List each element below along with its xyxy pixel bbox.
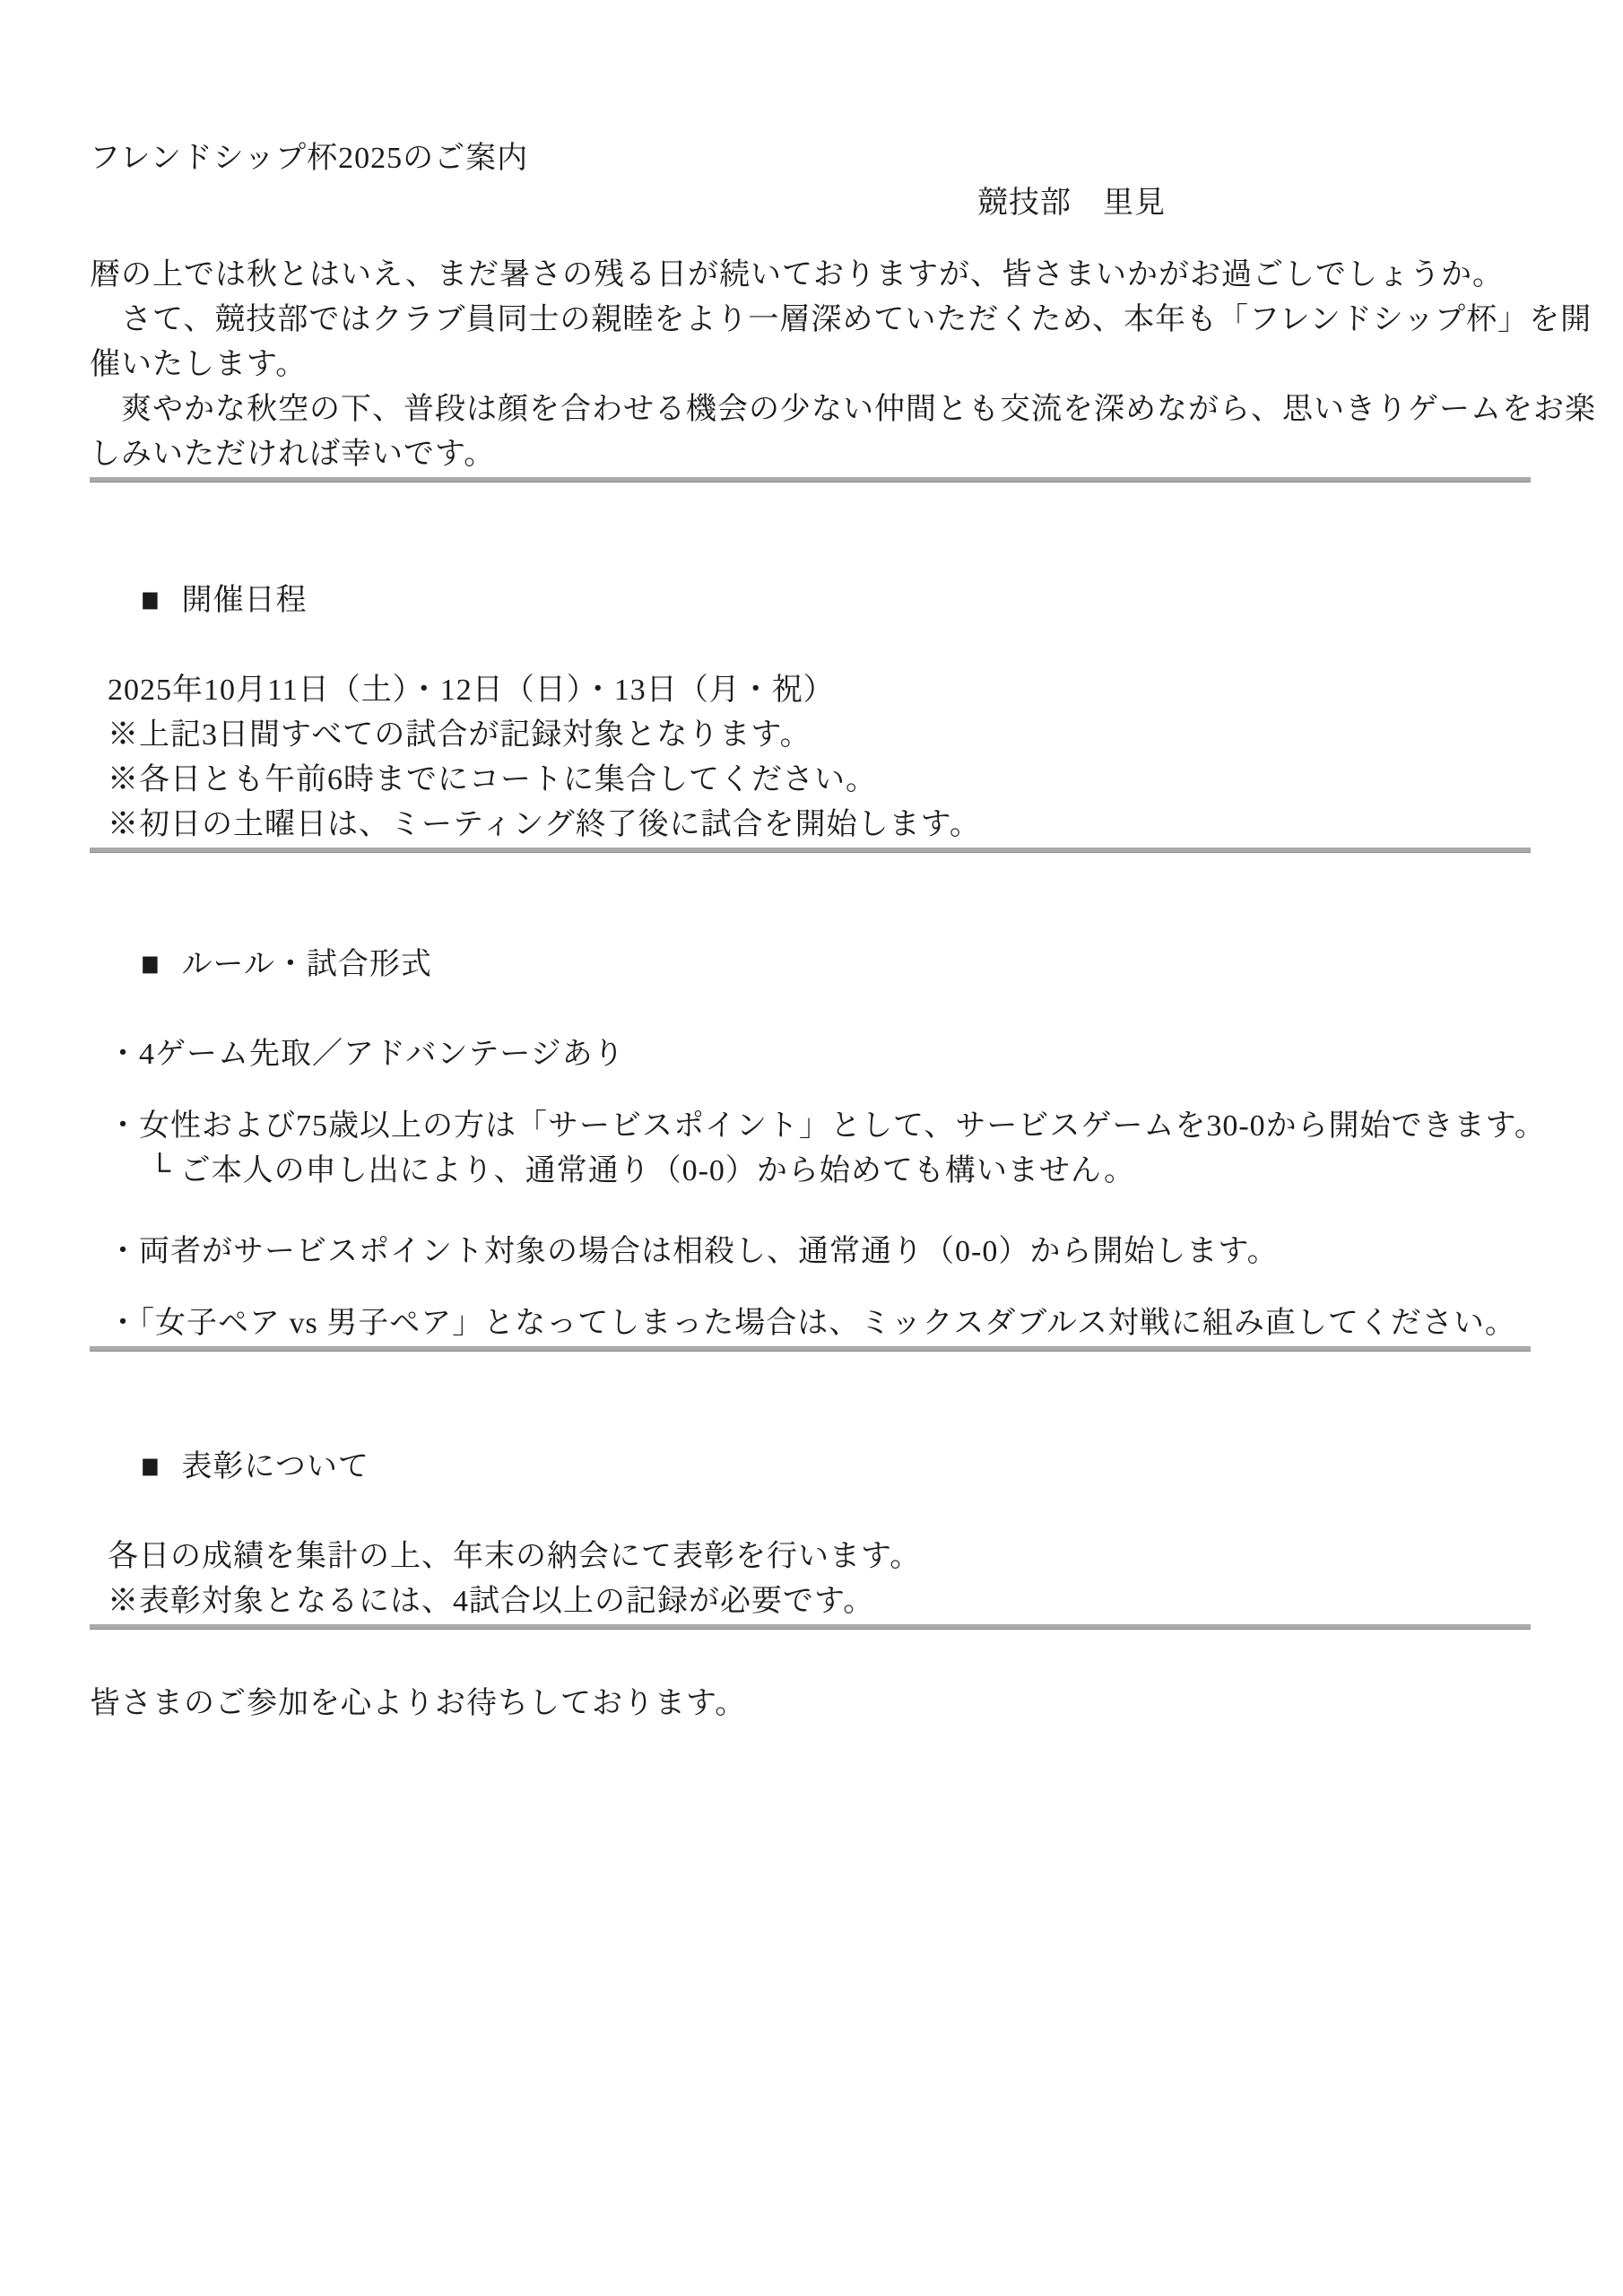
rule-bullet: ・女性および75歳以上の方は「サービスポイント」として、サービスゲームを30-0から開始できます。 <box>108 1109 1546 1143</box>
section-divider <box>90 1624 1531 1630</box>
rule-bullet: ・「女子ペア vs 男子ペア」となってしまった場合は、ミックスダブルス対戦に組み直してください。 <box>108 1307 1516 1340</box>
square-bullet-marker-icon: ■ <box>141 1448 161 1486</box>
byline-author: 競技部 里見 <box>977 187 1166 220</box>
schedule-heading-label: 開催日程 <box>181 584 308 617</box>
schedule-note: ※上記3日間すべての試合が記録対象となります。 <box>108 718 812 752</box>
schedule-note: ※初日の土曜日は、ミーティング終了後に試合を開始します。 <box>108 808 981 841</box>
intro-line: 催いたします。 <box>90 348 308 381</box>
intro-line: しみいただければ幸いです。 <box>90 438 496 471</box>
section-schedule <box>90 534 1565 848</box>
awards-heading <box>90 1400 1565 1535</box>
awards-line: 各日の成績を集計の上、年末の納会にて表彰を行います。 <box>108 1540 922 1573</box>
rule-bullet: ・両者がサービスポイント対象の場合は相殺し、通常通り（0-0）から開始します。 <box>108 1235 1279 1268</box>
rules-heading-label: ルール・試合形式 <box>181 948 432 981</box>
intro-paragraphs <box>90 253 1596 477</box>
intro-line: さて、競技部ではクラブ員同士の親睦をより一層深めていただくため、本年も「フレンドシップ杯」を開 <box>90 303 1593 336</box>
intro-line: 暦の上では秋とはいえ、まだ暑さの残る日が続いておりますが、皆さまいかがお過ごしでしょうか。 <box>90 258 1505 291</box>
square-bullet-marker-icon: ■ <box>141 581 161 620</box>
page-title: フレンドシップ杯2025のご案内 <box>90 142 529 175</box>
rule-sub-note: └ ご本人の申し出により、通常通り（0-0）から始めても構いません。 <box>149 1154 1135 1187</box>
section-divider <box>90 848 1531 853</box>
closing-line: 皆さまのご参加を心よりお待ちしております。 <box>90 1687 747 1720</box>
square-bullet-marker-icon: ■ <box>141 945 161 984</box>
schedule-note: ※各日とも午前6時までにコートに集合してください。 <box>108 763 877 796</box>
section-divider <box>90 1346 1531 1352</box>
rule-bullet: ・4ゲーム先取／アドバンテージあり <box>108 1038 625 1071</box>
schedule-heading <box>90 534 1565 668</box>
schedule-line-dates: 2025年10月11日（土）・12日（日）・13日（月・祝） <box>108 674 835 707</box>
awards-heading-label: 表彰について <box>181 1450 369 1483</box>
section-divider <box>90 477 1531 483</box>
intro-line: 爽やかな秋空の下、普段は顔を合わせる機会の少ない仲間とも交流を深めながら、思いきりゲームをお楽 <box>90 393 1596 426</box>
section-rules <box>90 898 1565 1346</box>
rules-heading <box>90 898 1565 1032</box>
section-awards <box>90 1400 1565 1624</box>
awards-note: ※表彰対象となるには、4試合以上の記録が必要です。 <box>108 1585 875 1618</box>
